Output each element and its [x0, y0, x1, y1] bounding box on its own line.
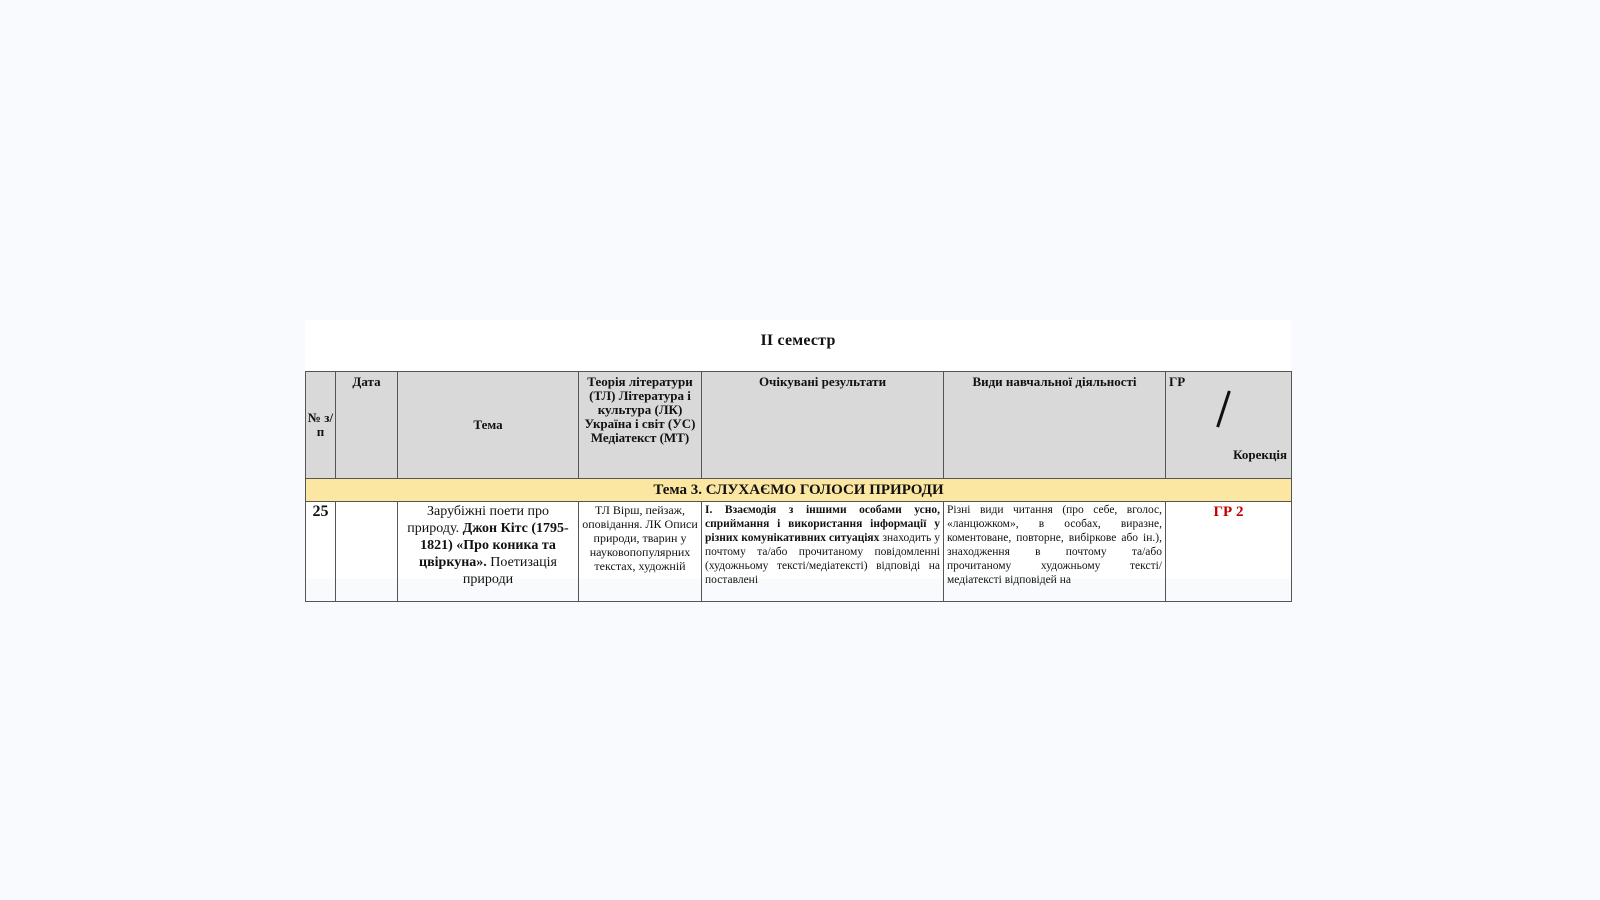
header-activities: Види навчальної діяльності: [944, 372, 1166, 479]
row-theme-plain: Зарубіжні поети про природу.: [407, 504, 549, 536]
row-theory: ТЛ Вірш, пейзаж, оповідання. ЛК Описи природи, тварин у науковопопулярних текстах, художній: [579, 502, 702, 602]
topic-row: [306, 479, 1292, 502]
row-gr: ГР 2: [1166, 502, 1292, 602]
header-theme: Тема: [398, 372, 579, 479]
table-header-row: [306, 372, 1292, 479]
header-results: Очікувані результати: [702, 372, 944, 479]
plan-table: [305, 371, 1292, 602]
header-date: Дата: [336, 372, 398, 479]
row-results: [702, 502, 944, 602]
row-num: 25: [306, 502, 336, 602]
row-theme-tail: Поетизація природи: [462, 555, 557, 587]
header-theory: Теорія літератури (ТЛ) Література і культура (ЛК) Україна і світ (УС) Медіатекст (МТ): [579, 372, 702, 479]
header-correction: Корекція: [1233, 447, 1287, 462]
row-theme: [398, 502, 579, 602]
row-results-bold: І. Взаємодія з іншими особами усно, сприймання і використання інформації у різних комунікативних ситуаціях: [705, 504, 940, 544]
row-theme-bold: Джон Кітс (1795-1821) «Про коника та цвіркуна».: [419, 521, 569, 570]
header-num: № з/п: [306, 372, 336, 479]
diagonal-slash: [1216, 390, 1231, 427]
row-results-text: знаходить у почтому та/або прочитаному повідомленні (художньому тексті/медіатексті) відповіді на поставлені: [705, 532, 941, 586]
topic-title: Тема 3. СЛУХАЄМО ГОЛОСИ ПРИРОДИ: [306, 479, 1292, 502]
row-activities: Різні види читання (про себе, вголос, «ланцюжком», в особах, виразне, коментоване, повторне, вибіркове або ін.), знаходження в почтому та/або прочитаному художньому тексті/медіатексті відповідей на: [944, 502, 1166, 602]
table-row: [306, 502, 1292, 602]
header-gr: ГР: [1169, 374, 1186, 389]
header-gr-cell: [1166, 372, 1292, 479]
document-page: [305, 320, 1291, 587]
row-date: [336, 502, 398, 602]
semester-title: ІІ семестр: [760, 332, 836, 349]
